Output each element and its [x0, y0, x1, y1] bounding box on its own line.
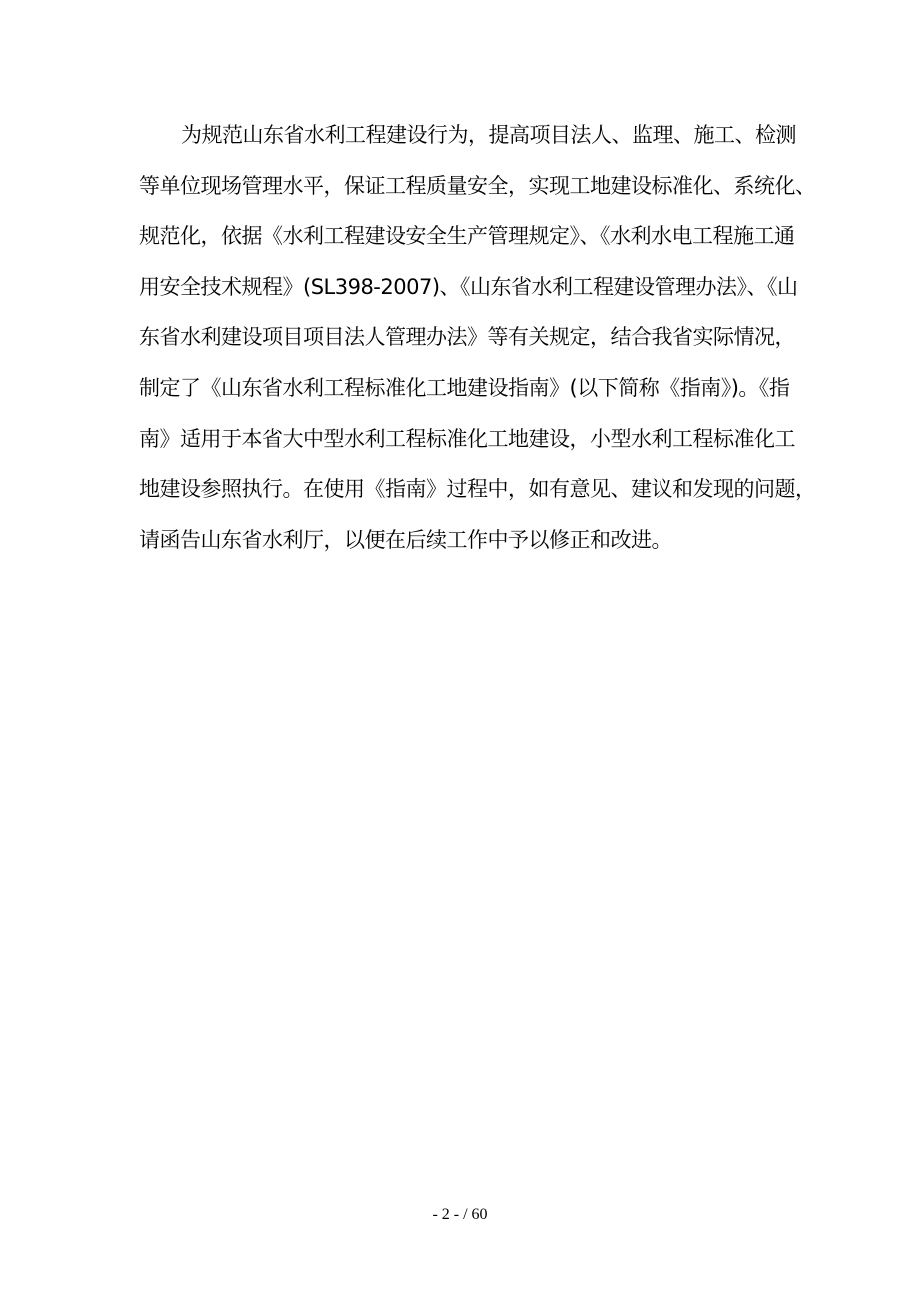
paragraph-line: 用安全技术规程》(SL398-2007)、《山东省水利工程建设管理办法》、《山 — [139, 274, 798, 299]
paragraph-line: 为规范山东省水利工程建设行为，提高项目法人、监理、施工、检测 — [181, 123, 796, 147]
page-number: - 2 - / 60 — [432, 1206, 488, 1223]
paragraph-line: 地建设参照执行。在使用《指南》过程中，如有意见、建议和发现的问题， — [139, 477, 816, 502]
paragraph-line: 请函告山东省水利厅，以便在后续工作中予以修正和改进。 — [139, 527, 672, 552]
paragraph-line: 东省水利建设项目项目法人管理办法》等有关规定，结合我省实际情况， — [139, 325, 795, 350]
paragraph-line: 制定了《山东省水利工程标准化工地建设指南》(以下简称《指南》)。《指 — [139, 375, 790, 400]
preface-paragraph — [139, 110, 816, 565]
paragraph-line: 规范化，依据《水利工程建设安全生产管理规定》、《水利水电工程施工通 — [139, 224, 795, 249]
paragraph-line: 等单位现场管理水平，保证工程质量安全，实现工地建设标准化、系统化、 — [139, 173, 816, 198]
paragraph-line: 南》适用于本省大中型水利工程标准化工地建设，小型水利工程标准化工 — [139, 426, 795, 451]
